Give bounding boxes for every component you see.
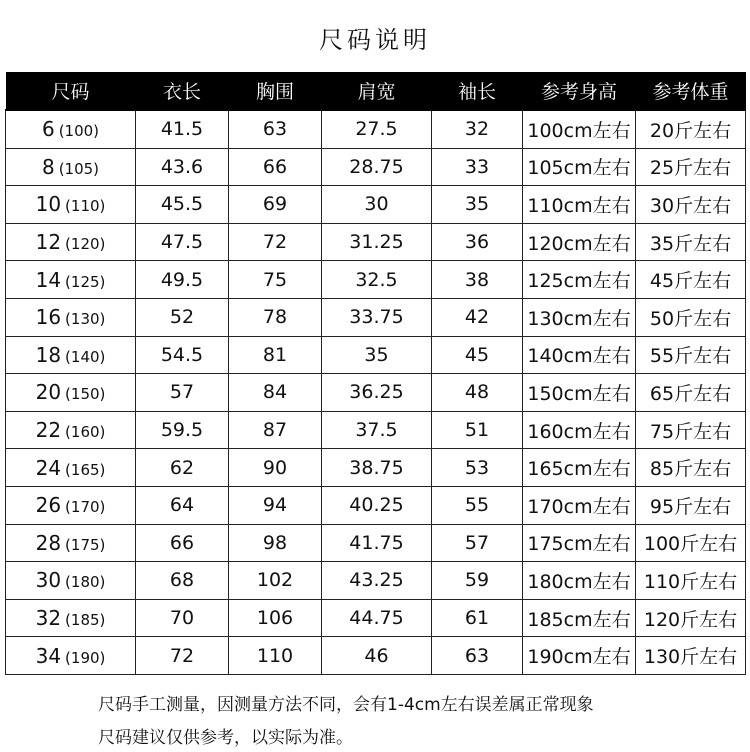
table-row bbox=[6, 637, 746, 675]
shoulder-cell: 36.25 bbox=[322, 374, 432, 412]
size-cell bbox=[6, 261, 136, 299]
size-cell bbox=[6, 486, 136, 524]
chest-cell: 94 bbox=[229, 486, 322, 524]
length-cell: 72 bbox=[136, 637, 229, 675]
length-cell: 43.6 bbox=[136, 148, 229, 186]
length-cell: 47.5 bbox=[136, 223, 229, 261]
measurement-note: 尺码手工测量，因测量方法不同，会有1-4cm左右误差属正常现象 bbox=[98, 695, 594, 715]
length-cell: 54.5 bbox=[136, 336, 229, 374]
size-label: 30 bbox=[35, 568, 62, 593]
ref-weight-cell: 50斤左右 bbox=[636, 298, 746, 336]
ref-weight-cell: 45斤左右 bbox=[636, 261, 746, 299]
ref-height-cell: 165cm左右 bbox=[523, 449, 636, 487]
length-cell: 68 bbox=[136, 562, 229, 600]
table-row bbox=[6, 186, 746, 224]
chest-cell: 87 bbox=[229, 411, 322, 449]
size-height-label: (140) bbox=[65, 347, 106, 366]
size-cell bbox=[6, 336, 136, 374]
ref-height-cell: 185cm左右 bbox=[523, 599, 636, 637]
header-length: 衣长 bbox=[136, 72, 229, 110]
chest-cell: 98 bbox=[229, 524, 322, 562]
shoulder-cell: 32.5 bbox=[322, 261, 432, 299]
table-row bbox=[6, 148, 746, 186]
size-chart-table bbox=[5, 72, 746, 675]
size-cell bbox=[6, 599, 136, 637]
ref-weight-cell: 85斤左右 bbox=[636, 449, 746, 487]
table-row bbox=[6, 411, 746, 449]
size-height-label: (185) bbox=[65, 611, 106, 630]
sleeve-cell: 33 bbox=[432, 148, 523, 186]
sleeve-cell: 35 bbox=[432, 186, 523, 224]
table-body bbox=[6, 110, 746, 674]
size-label: 6 bbox=[41, 117, 55, 142]
size-cell bbox=[6, 411, 136, 449]
size-label: 24 bbox=[35, 455, 62, 480]
ref-height-cell: 190cm左右 bbox=[523, 637, 636, 675]
sleeve-cell: 61 bbox=[432, 599, 523, 637]
ref-height-cell: 110cm左右 bbox=[523, 186, 636, 224]
chest-cell: 110 bbox=[229, 637, 322, 675]
ref-height-cell: 180cm左右 bbox=[523, 562, 636, 600]
ref-height-cell: 130cm左右 bbox=[523, 298, 636, 336]
size-cell bbox=[6, 223, 136, 261]
length-cell: 70 bbox=[136, 599, 229, 637]
ref-height-cell: 125cm左右 bbox=[523, 261, 636, 299]
size-height-label: (160) bbox=[65, 423, 106, 442]
reference-note: 尺码建议仅供参考，以实际为准。 bbox=[98, 728, 353, 748]
ref-height-cell: 175cm左右 bbox=[523, 524, 636, 562]
size-label: 16 bbox=[35, 305, 62, 330]
sleeve-cell: 45 bbox=[432, 336, 523, 374]
chest-cell: 106 bbox=[229, 599, 322, 637]
ref-height-cell: 170cm左右 bbox=[523, 486, 636, 524]
ref-weight-cell: 110斤左右 bbox=[636, 562, 746, 600]
header-row bbox=[6, 72, 746, 110]
size-cell bbox=[6, 524, 136, 562]
length-cell: 62 bbox=[136, 449, 229, 487]
chest-cell: 78 bbox=[229, 298, 322, 336]
shoulder-cell: 35 bbox=[322, 336, 432, 374]
shoulder-cell: 37.5 bbox=[322, 411, 432, 449]
ref-height-cell: 100cm左右 bbox=[523, 110, 636, 148]
sleeve-cell: 42 bbox=[432, 298, 523, 336]
sleeve-cell: 57 bbox=[432, 524, 523, 562]
shoulder-cell: 40.25 bbox=[322, 486, 432, 524]
chest-cell: 69 bbox=[229, 186, 322, 224]
shoulder-cell: 31.25 bbox=[322, 223, 432, 261]
ref-height-cell: 120cm左右 bbox=[523, 223, 636, 261]
sleeve-cell: 59 bbox=[432, 562, 523, 600]
size-cell bbox=[6, 298, 136, 336]
size-height-label: (150) bbox=[65, 385, 106, 404]
ref-weight-cell: 95斤左右 bbox=[636, 486, 746, 524]
size-label: 20 bbox=[35, 380, 62, 405]
size-label: 28 bbox=[35, 530, 62, 555]
ref-weight-cell: 25斤左右 bbox=[636, 148, 746, 186]
ref-height-cell: 140cm左右 bbox=[523, 336, 636, 374]
table-row bbox=[6, 261, 746, 299]
sleeve-cell: 63 bbox=[432, 637, 523, 675]
shoulder-cell: 28.75 bbox=[322, 148, 432, 186]
size-height-label: (120) bbox=[65, 235, 106, 254]
table-row bbox=[6, 599, 746, 637]
sleeve-cell: 38 bbox=[432, 261, 523, 299]
ref-weight-cell: 65斤左右 bbox=[636, 374, 746, 412]
length-cell: 52 bbox=[136, 298, 229, 336]
chest-cell: 66 bbox=[229, 148, 322, 186]
header-shoulder: 肩宽 bbox=[322, 72, 432, 110]
shoulder-cell: 46 bbox=[322, 637, 432, 675]
table-row bbox=[6, 298, 746, 336]
size-cell bbox=[6, 186, 136, 224]
size-height-label: (165) bbox=[65, 460, 106, 479]
page-title: 尺码说明 bbox=[319, 26, 431, 54]
sleeve-cell: 48 bbox=[432, 374, 523, 412]
size-height-label: (170) bbox=[65, 498, 106, 517]
size-label: 22 bbox=[35, 418, 62, 443]
chest-cell: 102 bbox=[229, 562, 322, 600]
ref-weight-cell: 20斤左右 bbox=[636, 110, 746, 148]
table-row bbox=[6, 223, 746, 261]
header-ref-height: 参考身高 bbox=[523, 72, 636, 110]
header-ref-weight: 参考体重 bbox=[636, 72, 746, 110]
size-label: 14 bbox=[35, 267, 62, 292]
size-height-label: (175) bbox=[65, 535, 106, 554]
size-label: 8 bbox=[41, 154, 55, 179]
length-cell: 57 bbox=[136, 374, 229, 412]
shoulder-cell: 43.25 bbox=[322, 562, 432, 600]
size-height-label: (100) bbox=[58, 122, 100, 141]
size-height-label: (105) bbox=[58, 159, 100, 178]
ref-height-cell: 150cm左右 bbox=[523, 374, 636, 412]
table-row bbox=[6, 449, 746, 487]
chest-cell: 63 bbox=[229, 110, 322, 148]
shoulder-cell: 33.75 bbox=[322, 298, 432, 336]
shoulder-cell: 27.5 bbox=[322, 110, 432, 148]
sleeve-cell: 51 bbox=[432, 411, 523, 449]
size-height-label: (190) bbox=[65, 648, 106, 667]
table-row bbox=[6, 562, 746, 600]
sleeve-cell: 32 bbox=[432, 110, 523, 148]
length-cell: 64 bbox=[136, 486, 229, 524]
sleeve-cell: 55 bbox=[432, 486, 523, 524]
size-label: 34 bbox=[35, 643, 62, 668]
sleeve-cell: 36 bbox=[432, 223, 523, 261]
table-row bbox=[6, 336, 746, 374]
size-label: 26 bbox=[35, 493, 62, 518]
size-cell bbox=[6, 562, 136, 600]
header-chest: 胸围 bbox=[229, 72, 322, 110]
length-cell: 45.5 bbox=[136, 186, 229, 224]
size-label: 10 bbox=[35, 192, 62, 217]
size-height-label: (125) bbox=[65, 272, 106, 291]
size-cell bbox=[6, 148, 136, 186]
length-cell: 59.5 bbox=[136, 411, 229, 449]
size-label: 32 bbox=[35, 606, 62, 631]
ref-weight-cell: 30斤左右 bbox=[636, 186, 746, 224]
table-row bbox=[6, 110, 746, 148]
size-height-label: (110) bbox=[65, 197, 106, 216]
shoulder-cell: 44.75 bbox=[322, 599, 432, 637]
length-cell: 49.5 bbox=[136, 261, 229, 299]
size-cell bbox=[6, 449, 136, 487]
size-cell bbox=[6, 110, 136, 148]
size-label: 18 bbox=[35, 342, 62, 367]
table-row bbox=[6, 524, 746, 562]
length-cell: 66 bbox=[136, 524, 229, 562]
shoulder-cell: 41.75 bbox=[322, 524, 432, 562]
ref-weight-cell: 35斤左右 bbox=[636, 223, 746, 261]
ref-weight-cell: 130斤左右 bbox=[636, 637, 746, 675]
header-size: 尺码 bbox=[6, 72, 136, 110]
ref-height-cell: 105cm左右 bbox=[523, 148, 636, 186]
ref-weight-cell: 75斤左右 bbox=[636, 411, 746, 449]
size-label: 12 bbox=[35, 230, 62, 255]
ref-weight-cell: 55斤左右 bbox=[636, 336, 746, 374]
sleeve-cell: 53 bbox=[432, 449, 523, 487]
table-row bbox=[6, 374, 746, 412]
size-height-label: (130) bbox=[65, 310, 106, 329]
chest-cell: 81 bbox=[229, 336, 322, 374]
chest-cell: 90 bbox=[229, 449, 322, 487]
size-cell bbox=[6, 637, 136, 675]
length-cell: 41.5 bbox=[136, 110, 229, 148]
ref-height-cell: 160cm左右 bbox=[523, 411, 636, 449]
table-row bbox=[6, 486, 746, 524]
ref-weight-cell: 100斤左右 bbox=[636, 524, 746, 562]
chest-cell: 72 bbox=[229, 223, 322, 261]
size-cell bbox=[6, 374, 136, 412]
header-sleeve: 袖长 bbox=[432, 72, 523, 110]
shoulder-cell: 38.75 bbox=[322, 449, 432, 487]
chest-cell: 75 bbox=[229, 261, 322, 299]
shoulder-cell: 30 bbox=[322, 186, 432, 224]
size-height-label: (180) bbox=[65, 573, 106, 592]
chest-cell: 84 bbox=[229, 374, 322, 412]
ref-weight-cell: 120斤左右 bbox=[636, 599, 746, 637]
